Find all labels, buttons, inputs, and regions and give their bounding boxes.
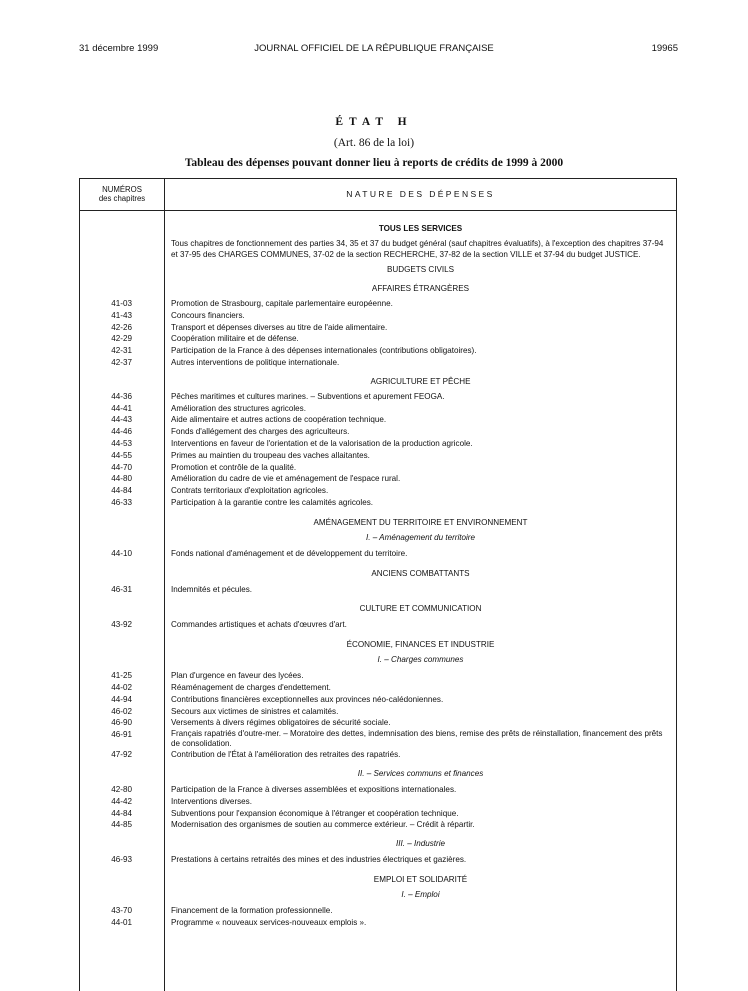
chapter-number: 44-41 (111, 403, 132, 413)
chapter-number: 44-85 (111, 820, 132, 830)
table-row (80, 403, 676, 415)
chapter-number: 46-90 (111, 718, 132, 728)
expense-description: Amélioration du cadre de vie et aménagement de l'espace rural. (171, 474, 401, 484)
subsection-emploi: I. – Emploi (401, 889, 440, 899)
chapter-number: 46-91 (111, 730, 132, 740)
article-reference: (Art. 86 de la loi) (333, 137, 415, 149)
table-row (80, 905, 676, 917)
table-row (80, 298, 676, 310)
table-row (80, 322, 676, 334)
table-row (80, 717, 676, 729)
chapter-number: 43-92 (111, 620, 132, 630)
table-row (80, 784, 676, 796)
chapter-number: 44-94 (111, 694, 132, 704)
expense-description: Réaménagement de charges d'endettement. (171, 682, 331, 692)
expense-description: Contribution de l'État à l'amélioration des retraites des rapatriés. (171, 750, 401, 760)
expense-description: Transport et dépenses diverses au titre de l'aide alimentaire. (171, 322, 388, 332)
section-affaires-etrangeres: AFFAIRES ÉTRANGÈRES (371, 284, 470, 293)
chapter-number: 42-80 (111, 784, 132, 794)
expense-description: Promotion de Strasbourg, capitale parlementaire européenne. (171, 299, 393, 308)
section-agriculture: AGRICULTURE ET PÊCHE (370, 376, 471, 386)
section-budgets-civils: BUDGETS CIVILS (386, 265, 454, 274)
expense-description: Autres interventions de politique internationale. (171, 357, 340, 367)
table-body (80, 223, 676, 929)
expense-description: Commandes artistiques et achats d'œuvres d'art. (171, 620, 347, 630)
chapter-number: 44-42 (111, 796, 132, 806)
expense-description: Français rapatriés d'outre-mer. – Moratoire des dettes, indemnisation des biens, remise des prêts de réinstallation, financement des prêts de consolidation. (171, 729, 663, 749)
table-row (80, 310, 676, 322)
expense-description: Participation à la garantie contre les calamités agricoles. (171, 497, 373, 507)
table-row (80, 808, 676, 820)
table-row (80, 357, 676, 369)
chapter-number: 44-55 (111, 450, 132, 460)
table-row (80, 438, 676, 450)
expense-description: Contrats territoriaux d'exploitation agricoles. (171, 486, 329, 496)
chapter-number: 44-80 (111, 474, 132, 484)
expense-description: Versements à divers régimes obligatoires de sécurité sociale. (171, 718, 391, 728)
subsection-charges-communes: I. – Charges communes (377, 655, 464, 665)
chapter-number: 42-37 (111, 357, 132, 367)
chapter-number: 42-29 (111, 334, 132, 344)
column-header-numbers (80, 185, 164, 203)
chapter-number: 47-92 (111, 750, 132, 760)
chapter-number: 44-84 (111, 808, 132, 818)
table-row (80, 473, 676, 485)
header-journal-title: JOURNAL OFFICIEL DE LA RÉPUBLIQUE FRANÇAISE (254, 43, 494, 54)
table-row (80, 462, 676, 474)
table-row (80, 796, 676, 808)
expense-description: Fonds d'allégement des charges des agriculteurs. (171, 427, 350, 437)
chapter-number: 46-31 (111, 584, 132, 594)
table-row (80, 345, 676, 357)
subsection-services-communs: II. – Services communs et finances (357, 768, 484, 778)
chapter-number: 46-93 (111, 855, 132, 865)
expense-description: Indemnités et pécules. (171, 584, 252, 594)
expense-description: Amélioration des structures agricoles. (171, 403, 306, 413)
section-tous-services: TOUS LES SERVICES (378, 224, 463, 233)
chapter-number: 44-84 (111, 486, 132, 496)
expense-description: Interventions diverses. (171, 796, 252, 806)
expense-description: Primes au maintien du troupeau des vaches allaitantes. (171, 450, 370, 460)
table-row (80, 426, 676, 438)
section-amenagement: AMÉNAGEMENT DU TERRITOIRE ET ENVIRONNEMENT (313, 517, 528, 527)
chapter-number: 46-33 (111, 497, 132, 507)
chapter-number: 44-43 (111, 415, 132, 425)
table-row (80, 706, 676, 718)
header-divider (80, 210, 676, 211)
expense-description: Interventions en faveur de l'orientation et de la valorisation de la production agricole. (171, 438, 473, 448)
table-row (80, 694, 676, 706)
chapter-number: 44-36 (111, 391, 132, 401)
chapter-number: 44-70 (111, 462, 132, 472)
subsection-industrie: III. – Industrie (395, 839, 446, 849)
expenses-table (79, 178, 677, 991)
chapter-number: 46-02 (111, 706, 132, 716)
table-row (80, 917, 676, 929)
header-page-number: 19965 (651, 43, 678, 54)
table-row (80, 548, 676, 560)
table-row (80, 670, 676, 682)
expense-description: Contributions financières exceptionnelles aux provinces néo-calédoniennes. (171, 694, 444, 704)
expense-description: Pêches maritimes et cultures marines. – Subventions et apurement FEOGA. (171, 391, 445, 401)
chapter-number: 43-70 (111, 905, 132, 915)
expense-description: Fonds national d'aménagement et de développement du territoire. (171, 548, 408, 558)
header-date: 31 décembre 1999 (79, 43, 159, 54)
column-header-nature: NATURE DES DÉPENSES (346, 189, 495, 199)
expense-description: Prestations à certains retraités des mines et des industries électriques et gazières. (171, 855, 467, 865)
table-row (80, 414, 676, 426)
expense-description: Secours aux victimes de sinistres et calamités. (171, 706, 339, 716)
column-header-numbers-line1: NUMÉROS (102, 185, 142, 194)
column-header-numbers-line2: des chapitres (98, 194, 146, 203)
table-row (80, 584, 676, 596)
expense-description: Coopération militaire et de défense. (171, 334, 299, 344)
chapter-number: 44-10 (111, 548, 132, 558)
expense-description: Participation de la France à diverses assemblées et expositions internationales. (171, 784, 457, 794)
expense-description: Participation de la France à des dépenses internationales (contributions obligatoires). (171, 346, 477, 356)
table-row (80, 450, 676, 462)
table-row (80, 619, 676, 631)
table-row (80, 333, 676, 345)
table-row (80, 682, 676, 694)
section-economie: ÉCONOMIE, FINANCES ET INDUSTRIE (346, 640, 495, 650)
section-culture: CULTURE ET COMMUNICATION (359, 604, 482, 614)
table-row (80, 729, 676, 749)
expense-description: Concours financiers. (171, 310, 245, 320)
chapter-number: 44-01 (111, 917, 132, 927)
tous-services-text: Tous chapitres de fonctionnement des parties 34, 35 et 37 du budget général (sauf chapitres évaluatifs), à l'exception des chapitres 37-94 et 37-95 des CHARGES COMMUNES, 37-02 de la section RECHERCHE, 37-82 de la section VILLE et 37-94 du budget JUSTICE. (171, 239, 664, 259)
page-header (0, 43, 748, 57)
section-anciens-combattants: ANCIENS COMBATTANTS (371, 568, 470, 578)
table-row (80, 749, 676, 761)
table-row (80, 497, 676, 509)
expense-description: Modernisation des organismes de soutien au commerce extérieur. – Crédit à répartir. (171, 820, 475, 830)
etat-title: ÉTAT H (335, 116, 413, 128)
table-title: Tableau des dépenses pouvant donner lieu à reports de crédits de 1999 à 2000 (184, 157, 564, 169)
table-row (80, 819, 676, 831)
chapter-number: 42-31 (111, 346, 132, 356)
section-emploi-solidarite: EMPLOI ET SOLIDARITÉ (373, 874, 468, 884)
chapter-number: 41-43 (111, 310, 132, 320)
subsection-amenagement: I. – Aménagement du territoire (365, 532, 476, 542)
expense-description: Aide alimentaire et autres actions de coopération technique. (171, 415, 387, 425)
table-row (80, 854, 676, 866)
chapter-number: 42-26 (111, 322, 132, 332)
table-row (80, 391, 676, 403)
table-row (80, 485, 676, 497)
chapter-number: 44-46 (111, 427, 132, 437)
expense-description: Plan d'urgence en faveur des lycées. (171, 671, 304, 681)
chapter-number: 41-03 (111, 299, 132, 308)
chapter-number: 41-25 (111, 671, 132, 681)
expense-description: Subventions pour l'expansion économique à l'étranger et coopération technique. (171, 808, 459, 818)
expense-description: Promotion et contrôle de la qualité. (171, 462, 297, 472)
chapter-number: 44-02 (111, 682, 132, 692)
expense-description: Programme « nouveaux services-nouveaux emplois ». (171, 917, 367, 927)
chapter-number: 44-53 (111, 438, 132, 448)
expense-description: Financement de la formation professionnelle. (171, 905, 333, 915)
